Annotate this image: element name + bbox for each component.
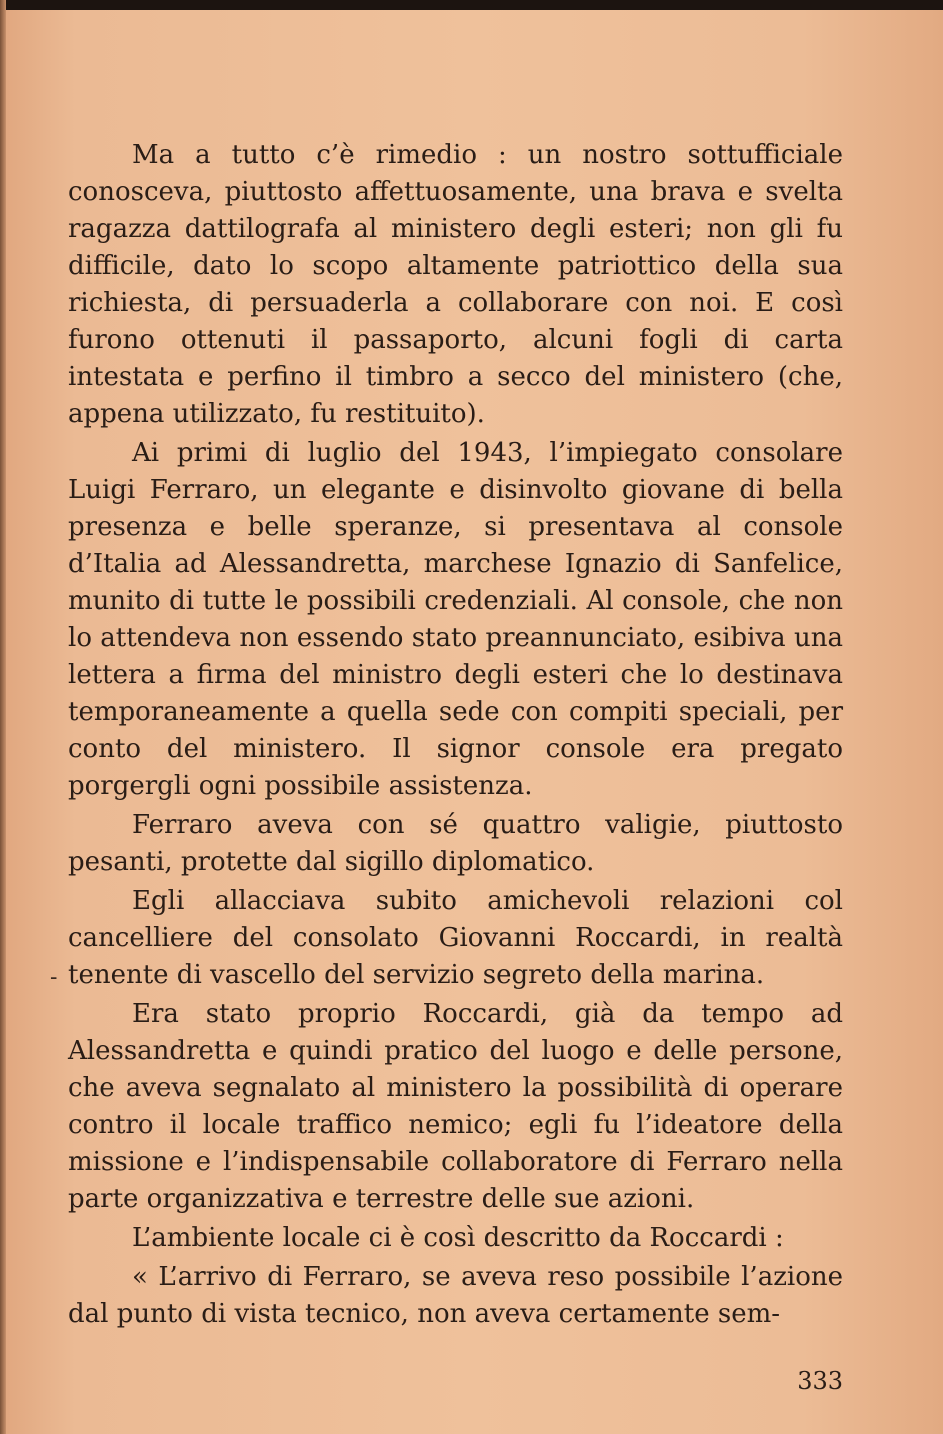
- paragraph-3: Ferraro aveva con sé quattro valigie, piuttosto pesanti, protette dal sigillo diplomatico.: [68, 810, 843, 877]
- page-number: 333: [797, 1367, 843, 1395]
- scan-top-edge: [0, 0, 943, 10]
- paragraph-2: Ai primi di luglio del 1943, l’impiegato consolare Luigi Ferraro, un elegante e disinvolto giovane di bella presenza e belle speranze, si presentava al console d’Italia ad Alessandretta, marchese Ignazio di Sanfelice, munito di tutte le possibili credenziali. Al console, che non lo attendeva non essendo stato preannunciato, esibiva una lettera a firma del ministro degli esteri che lo destinava temporaneamente a quella sede con compiti speciali, per conto del ministero. Il signor console era pregato porgergli ogni possibile assistenza.: [68, 438, 843, 801]
- paragraph-1: Ma a tutto c’è rimedio : un nostro sottufficiale conosceva, piuttosto affettuosamente, una brava e svelta ragazza dattilografa al ministero degli esteri; non gli fu difficile, dato lo scopo altamente patriottico della sua richiesta, di persuaderla a collaborare con noi. E così furono ottenuti il passaporto, alcuni fogli di carta intestata e perfino il timbro a secco del ministero (che, appena utilizzato, fu restituito).: [68, 140, 843, 429]
- body-text: [68, 137, 843, 1333]
- paragraph-7: « L’arrivo di Ferraro, se aveva reso possibile l’azione dal punto di vista tecnico, non aveva certamente sem-: [68, 1262, 843, 1329]
- margin-mark: -: [50, 965, 58, 990]
- paragraph-4: Egli allacciava subito amichevoli relazioni col cancelliere del consolato Giovanni Roccardi, in realtà tenente di vascello del servizio segreto della marina.: [68, 886, 843, 990]
- paragraph-6: L’ambiente locale ci è così descritto da Roccardi :: [132, 1223, 784, 1253]
- page-gutter-shadow: [0, 0, 6, 1434]
- paragraph-5: Era stato proprio Roccardi, già da tempo ad Alessandretta e quindi pratico del luogo e delle persone, che aveva segnalato al ministero la possibilità di operare contro il locale traffico nemico; egli fu l’ideatore della missione e l’indispensabile collaboratore di Ferraro nella parte organizzativa e terrestre delle sue azioni.: [68, 999, 843, 1214]
